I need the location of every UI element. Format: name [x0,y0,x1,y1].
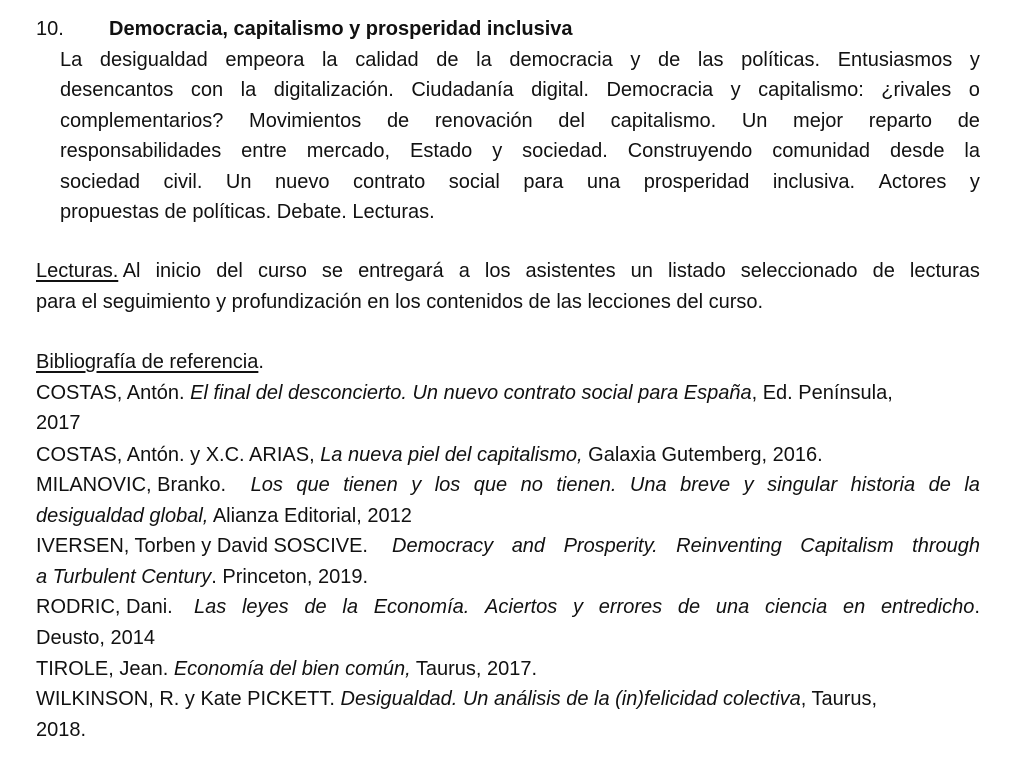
title-word: Una [629,474,667,496]
word: democracia [509,49,613,71]
word: civil. [163,171,203,193]
bib-entry-1-line-1 [36,380,980,406]
title-word: Prosperity. [563,535,658,557]
word: Un [741,110,768,132]
word: de [957,110,980,132]
title-word: de [304,596,327,618]
bibliography-label-suffix: . [258,351,264,373]
section-body-line [60,108,980,134]
word: de [872,260,895,282]
word: La [60,49,83,71]
word: capitalismo: [758,79,864,101]
word: digital. [531,79,589,101]
title-word: los [434,474,461,496]
bib-entry-publisher: , Taurus, [800,688,878,710]
title-word: singular [767,474,838,496]
word: mejor [793,110,844,132]
title-word: de [677,596,701,618]
word: ¿rivales [881,79,952,101]
word: a [458,260,470,282]
word: y [969,171,980,193]
punctuation: . [974,596,980,618]
word: un [630,260,653,282]
title-word: y [411,474,422,496]
bib-entry-7-line-2: 2018. [36,719,87,741]
title-word: Democracy [392,535,494,557]
word: la [240,79,257,101]
title-word: breve [680,474,731,496]
bib-entry-title-cont: a Turbulent Century [36,566,212,588]
title-word: and [511,535,546,557]
word: una [586,171,621,193]
word: complementarios? [60,110,224,132]
readings-first-part [36,258,141,284]
title-word: de [928,474,951,496]
bib-entry-author: MILANOVIC, Branko. [36,474,238,496]
word: desigualdad [99,49,208,71]
word: y [730,79,741,101]
bib-entry-3-line-1 [36,472,980,498]
word: se [321,260,344,282]
title-word: tienen [343,474,398,496]
word: social [448,171,500,193]
title-word: que [473,474,508,496]
section-body-line [60,169,980,195]
word: Entusiasmos [837,49,953,71]
bib-entry-title: La nueva piel del capitalismo, [320,444,583,466]
word: Un [225,171,252,193]
title-word: Los [250,474,283,496]
section-body-line: propuestas de políticas. Debate. Lecturas. [60,201,435,223]
word: de [436,49,459,71]
bib-entry-publisher: Galaxia Gutemberg, 2016. [582,444,823,466]
section-body-line [60,77,980,103]
title-word: que [296,474,330,496]
word: inclusiva. [772,171,856,193]
word: sociedad. [522,140,608,162]
word: asistentes [525,260,616,282]
word: sociedad [60,171,141,193]
bib-entry-title: El final del desconcierto. Un nuevo contrato social para España [190,382,752,404]
word: los [484,260,511,282]
title-word: y [743,474,754,496]
word: para [523,171,564,193]
bib-entry-author: WILKINSON, R. y Kate PICKETT. [36,688,341,710]
title-word: ciencia [764,596,828,618]
bib-entry-5-line-1 [36,594,980,620]
bibliography-heading [36,349,264,375]
title-word: Reinventing [676,535,782,557]
word: calidad [355,49,419,71]
word: comunidad [772,140,871,162]
word: curso [257,260,307,282]
word: lecturas [909,260,980,282]
word: seleccionado [740,260,858,282]
bib-entry-6 [36,656,537,682]
title-word: entredicho [880,596,975,618]
title-word: errores [598,596,663,618]
bib-entry-publisher: , Ed. Península, [751,382,893,404]
title-word: through [912,535,980,557]
word: Al [122,260,141,282]
title-word: Capitalism [800,535,894,557]
word: responsabilidades [60,140,222,162]
title-word: leyes [241,596,289,618]
title-word: en [842,596,866,618]
word: de [658,49,681,71]
bib-entry-7-line-1 [36,686,980,712]
word: nuevo [274,171,330,193]
word: de [386,110,410,132]
bib-entry-title: Desigualdad. Un análisis de la (in)felicidad colectiva [340,688,801,710]
word: Actores [878,171,947,193]
word: inicio [155,260,202,282]
title-word-wrap [881,594,980,620]
title-word: una [715,596,750,618]
word: listado [667,260,726,282]
bib-entry-1-part [36,380,893,406]
bib-entry-7-part [36,686,877,712]
word: mercado, [306,140,391,162]
word: Democracia [606,79,714,101]
bib-entry-1-line-2: 2017 [36,412,81,434]
word: digitalización. [273,79,394,101]
word: del [558,110,585,132]
word: entregará [358,260,444,282]
word: renovación [434,110,533,132]
section-title: Democracia, capitalismo y prosperidad inclusiva [109,18,573,40]
bib-entry-title: Economía del bien común, [173,658,411,680]
title-word: historia [850,474,916,496]
word: la [321,49,338,71]
title-word: Las [193,596,227,618]
word: capitalismo. [610,110,717,132]
bib-entry-publisher: . Princeton, 2019. [211,566,369,588]
bib-entry-publisher: Alianza Editorial, 2012 [208,505,412,527]
word: desencantos [60,79,174,101]
word: las [697,49,724,71]
title-word: Aciertos [485,596,558,618]
title-word: la [342,596,358,618]
bib-entry-3-line-2 [36,503,412,529]
bib-entry-4-line-1 [36,533,980,559]
title-word: Economía. [373,596,470,618]
bib-entry-4-line-2 [36,564,368,590]
bib-entry-author: COSTAS, Antón. [36,382,191,404]
section-number: 10. [36,18,64,40]
bib-entry-author: IVERSEN, Torben y David SOSCIVE. [36,535,374,557]
bib-entry-author: TIROLE, Jean. [36,658,174,680]
word: empeora [225,49,305,71]
word: y [969,49,980,71]
title-word: tienen. [556,474,617,496]
word: contrato [352,171,426,193]
bib-entry-author: COSTAS, Antón. y X.C. ARIAS, [36,444,321,466]
bib-entry-2 [36,442,823,468]
word: Estado [410,140,473,162]
bib-entry-publisher: Taurus, 2017. [410,658,538,680]
bib-entry-title-cont: desigualdad global, [36,505,209,527]
word: desde [889,140,945,162]
word: Construyendo [627,140,753,162]
section-body-line [60,138,980,164]
word: políticas. [741,49,821,71]
word: y [492,140,503,162]
word: reparto [868,110,933,132]
readings-line-1 [36,258,980,284]
title-word: y [573,596,584,618]
word: la [476,49,492,71]
word: con [190,79,224,101]
bib-entry-author: RODRIC, Dani. [36,596,179,618]
title-word: la [964,474,980,496]
bibliography-label: Bibliografía de referencia [36,351,259,373]
word: del [216,260,243,282]
word: o [968,79,980,101]
bib-entry-5-line-2: Deusto, 2014 [36,627,155,649]
word: Ciudadanía [411,79,514,101]
word: la [964,140,980,162]
readings-label: Lecturas. [36,260,119,282]
word: entre [241,140,287,162]
section-body-line [60,47,980,73]
word: prosperidad [643,171,750,193]
word: y [630,49,641,71]
word: Movimientos [249,110,362,132]
title-word: no [520,474,543,496]
readings-line-2: para el seguimiento y profundización en los contenidos de las lecciones del curso. [36,291,764,313]
